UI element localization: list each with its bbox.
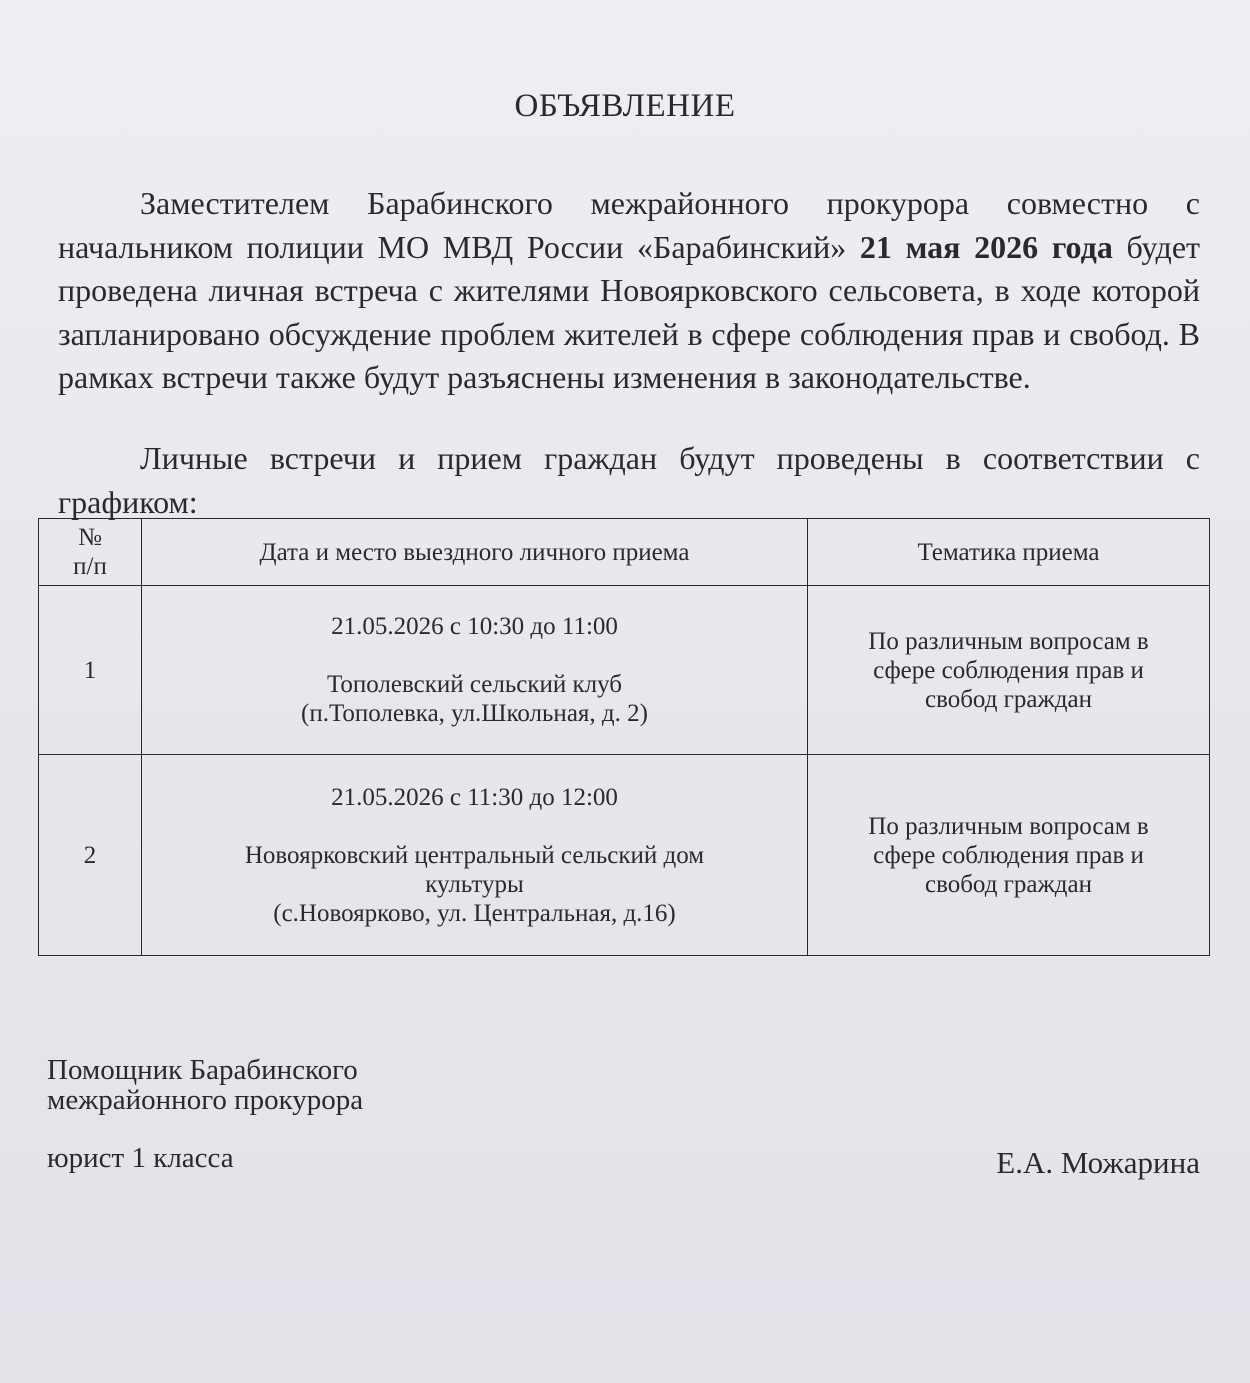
schedule-table [38,518,1210,956]
row-datetime: 21.05.2026 с 11:30 до 12:00 [331,783,618,811]
paragraph-text-start: Заместителем Барабинского межрайонного прокурора совместно с начальником полиции МО МВД России «Барабинский» [58,185,1200,265]
row-datetime: 21.05.2026 с 10:30 до 11:00 [331,613,618,640]
announcement-paragraph [58,182,1200,400]
row-number: 1 [39,586,142,755]
row-venue-name: Тополевский сельский клуб [326,671,623,698]
schedule-intro-paragraph: Личные встречи и прием граждан будут проведены в соответствии с графиком: [58,440,1200,520]
row-topic-line: По различным вопросам в [868,627,1149,655]
row-venue-address: (с.Новоярково, ул. Центральная, д.16) [273,899,676,927]
row-topic-line: свобод граждан [924,870,1093,898]
header-number [39,519,142,586]
header-number-abbrev: п/п [73,553,107,580]
row-topic-line: сфере соблюдения прав и [873,656,1144,684]
row-venue-name-cont: культуры [425,870,524,898]
row-topic [808,755,1210,956]
paragraph-text-end: будет проведена личная встреча с жителями Новоярковского сельсовета, в ходе которой запланировано обсуждение проблем жителей в сфере соблюдения прав и свобод. В рамках встречи также будут разъяснены изменения в законодательстве. [58,228,1201,395]
header-topic: Тематика приема [808,519,1210,586]
row-place [142,586,808,755]
row-topic-line: По различным вопросам в [868,812,1149,840]
row-venue-address: (п.Тополевка, ул.Школьная, д. 2) [301,700,648,727]
row-topic-line: свобод граждан [924,685,1093,713]
signatory-position [47,1055,363,1115]
document-title: ОБЪЯВЛЕНИЕ [514,88,736,124]
row-topic [808,586,1210,755]
signatory-position-line: Помощник Барабинского [47,1054,358,1086]
table-header-row [39,519,1210,586]
signatory-name: Е.А. Можарина [996,1145,1200,1180]
header-number-symbol: № [78,524,102,551]
row-venue-name: Новоярковский центральный сельский дом [244,841,705,869]
table-row [39,586,1210,755]
signatory-rank: юрист 1 класса [47,1142,234,1174]
header-place: Дата и место выездного личного приема [142,519,808,586]
row-topic-line: сфере соблюдения прав и [873,841,1144,869]
row-number: 2 [39,755,142,956]
row-place [142,755,808,956]
meeting-date: 21 мая 2026 года [859,228,1113,265]
table-row [39,755,1210,956]
signatory-position-line: межрайонного прокурора [47,1084,364,1116]
